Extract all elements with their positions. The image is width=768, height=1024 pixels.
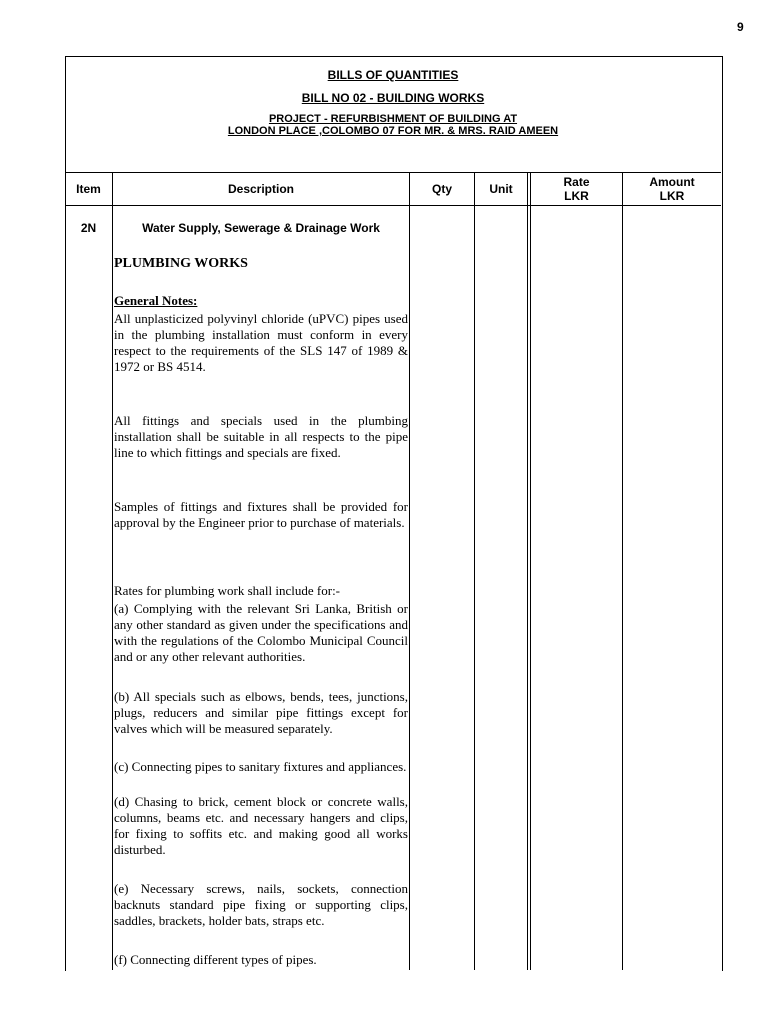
note-paragraph-3: Samples of fittings and fixtures shall be provided for approval by the Engineer prior to purchase of materials.: [114, 499, 408, 530]
project-title: [65, 113, 721, 137]
bill-title: BILL NO 02 - BUILDING WORKS: [301, 91, 485, 105]
page-number: 9: [737, 20, 744, 34]
col-divider-unit-b: [530, 172, 531, 970]
section-subtitle: PLUMBING WORKS: [114, 256, 248, 271]
column-header-item: Item: [76, 181, 101, 196]
rates-item-c: (c) Connecting pipes to sanitary fixtures and appliances.: [114, 759, 407, 774]
notes-heading: General Notes:: [114, 293, 198, 308]
note-paragraph-2: All fittings and specials used in the plumbing installation shall be suitable in all respects to the pipe line to which fittings and specials are fixed.: [114, 413, 408, 460]
rates-item-e: (e) Necessary screws, nails, sockets, connection backnuts standard pipe fixing or supporting clips, saddles, brackets, holder bats, straps etc.: [114, 881, 408, 928]
rates-item-f: (f) Connecting different types of pipes.: [114, 952, 317, 967]
item-number: 2N: [80, 221, 97, 235]
column-header-amount: [623, 172, 721, 205]
project-line-1: PROJECT - REFURBISHMENT OF BUILDING AT: [268, 113, 518, 125]
rate-label: Rate: [563, 174, 590, 189]
column-header-description: Description: [227, 181, 294, 196]
col-divider-unit-a: [527, 172, 528, 970]
amount-label: Amount: [649, 174, 695, 189]
rate-currency: LKR: [564, 188, 589, 203]
rates-intro: Rates for plumbing work shall include for:-: [114, 583, 341, 598]
rates-item-a: (a) Complying with the relevant Sri Lanka, British or any other standard as given under the specifications and with the regulations of the Colombo Municipal Council and or any other relevant authorities.: [114, 601, 408, 664]
section-title: Water Supply, Sewerage & Drainage Work: [142, 221, 380, 235]
rates-item-d: (d) Chasing to brick, cement block or concrete walls, columns, beams etc. and necessary hangers and clips, for fixing to soffits etc. and making good all works disturbed.: [114, 794, 408, 857]
project-line-2: LONDON PLACE ,COLOMBO 07 FOR MR. & MRS. RAID AMEEN: [227, 125, 559, 137]
col-divider-item: [112, 172, 113, 970]
column-header-rate: [531, 172, 622, 205]
column-header-unit: Unit: [489, 181, 513, 196]
amount-currency: LKR: [659, 188, 685, 203]
col-divider-description: [409, 172, 410, 970]
rates-item-b: (b) All specials such as elbows, bends, tees, junctions, plugs, reducers and similar pipe fittings except for valves which will be measured separately.: [114, 689, 408, 736]
note-paragraph-1: All unplasticized polyvinyl chloride (uPVC) pipes used in the plumbing installation must conform in every respect to the requirements of the SLS 147 of 1989 & 1972 or BS 4514.: [114, 311, 408, 374]
column-header-qty: Qty: [431, 181, 452, 196]
col-divider-rate: [622, 172, 623, 970]
col-divider-qty: [474, 172, 475, 970]
doc-title: BILLS OF QUANTITIES: [327, 68, 459, 82]
